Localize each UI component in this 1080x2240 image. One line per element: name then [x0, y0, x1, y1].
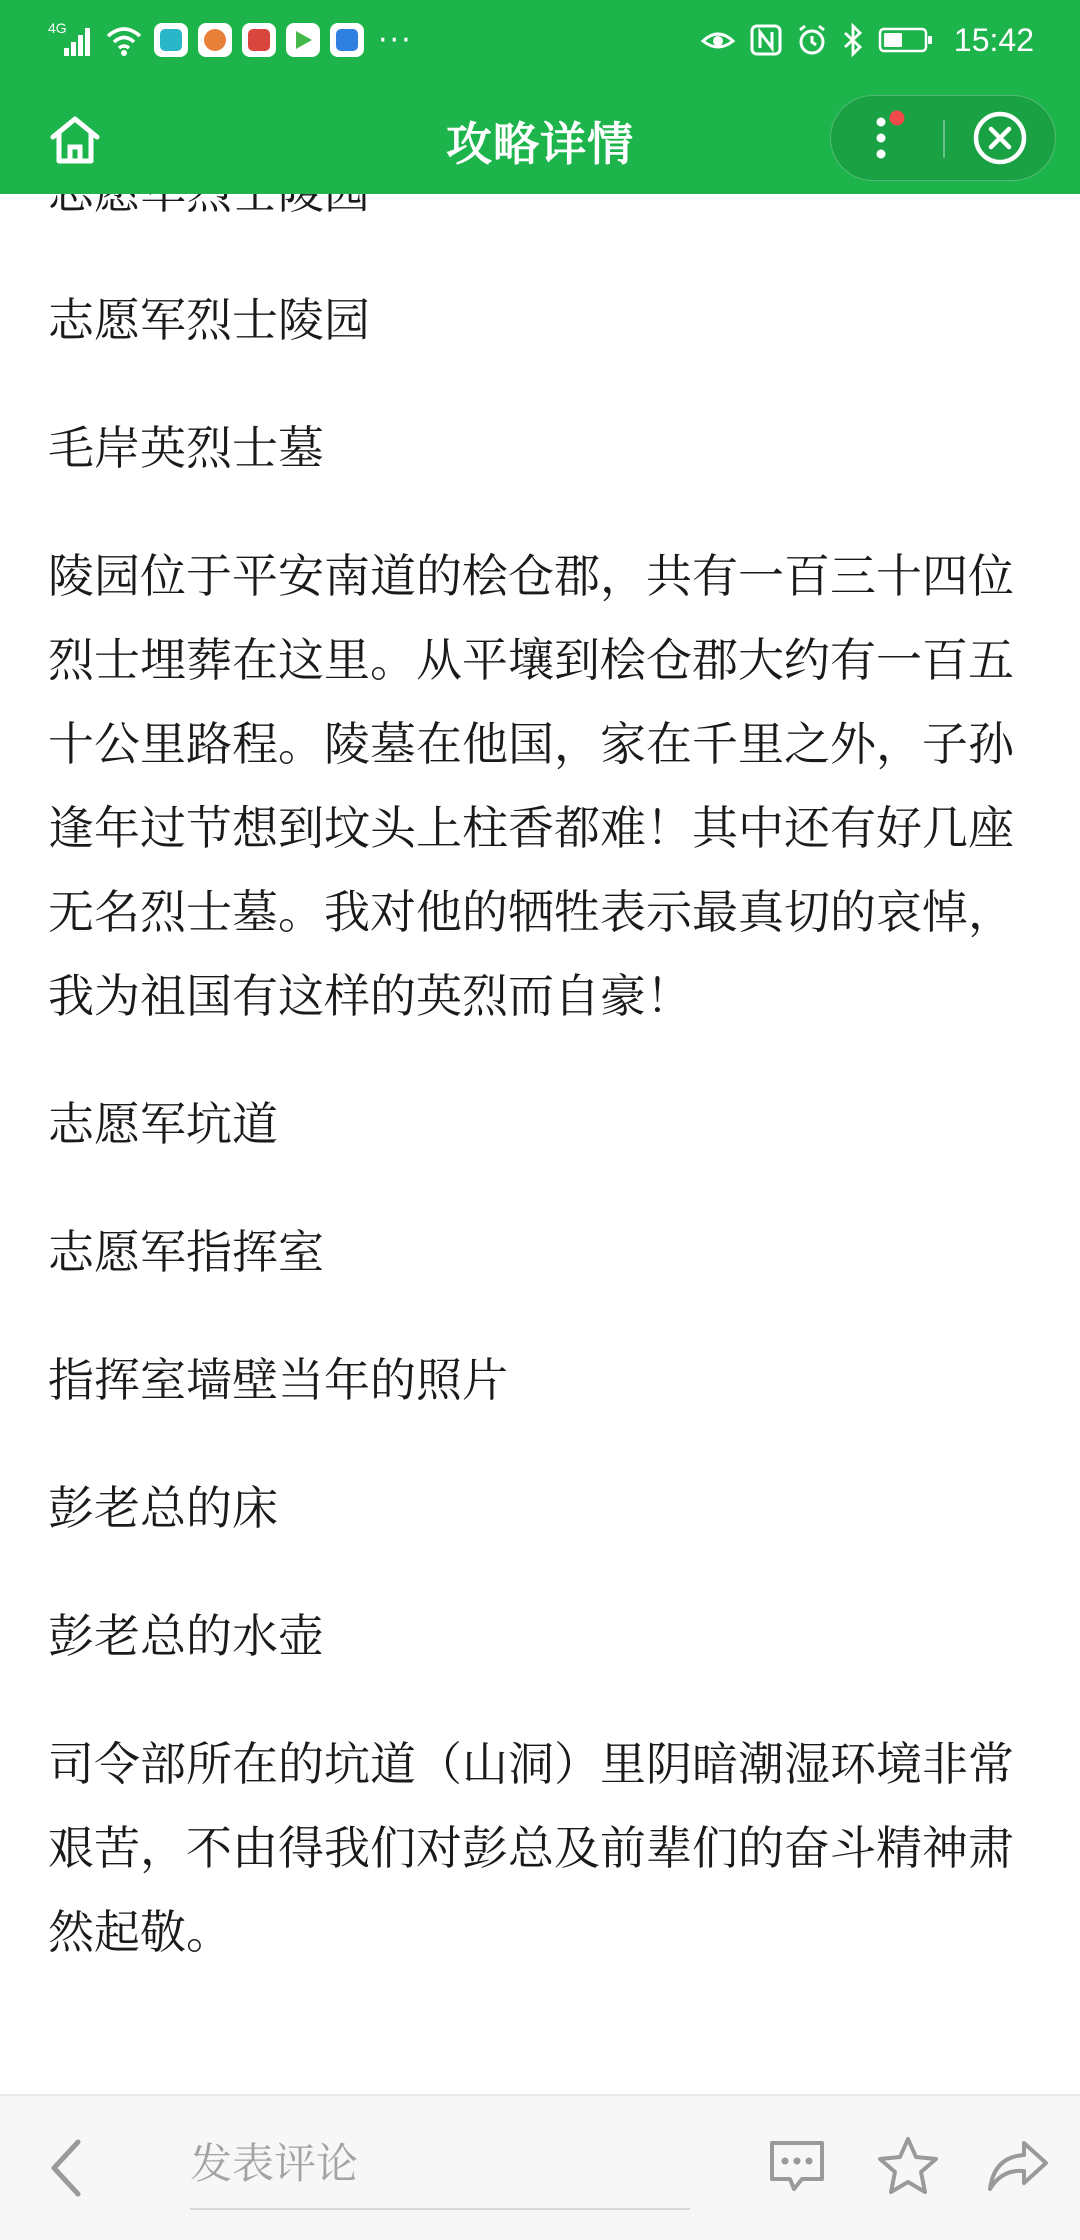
- comment-input[interactable]: [190, 2118, 690, 2210]
- mini-program-capsule: [830, 95, 1056, 181]
- alarm-icon: [796, 24, 828, 56]
- cellular-signal-icon: [48, 22, 94, 58]
- article-paragraph: 毛岸英烈士墓: [48, 421, 324, 475]
- battery-icon: [878, 26, 934, 54]
- status-bar-left: [48, 18, 413, 62]
- star-icon: [876, 2135, 940, 2197]
- header: [0, 0, 1080, 194]
- more-vertical-icon: [867, 110, 907, 166]
- article-paragraph: 指挥室墙壁当年的照片: [48, 1353, 508, 1407]
- close-button[interactable]: [945, 96, 1055, 180]
- chevron-left-icon: [46, 2136, 86, 2200]
- share-button[interactable]: [978, 2126, 1058, 2206]
- bottom-action-bar: [0, 2094, 1080, 2240]
- notification-app-icon-3: [242, 23, 276, 57]
- nav-bar: [0, 80, 1080, 194]
- article-paragraph: 司令部所在的坑道（山洞）里阴暗潮湿环境非常艰苦，不由得我们对彭总及前辈们的奋斗精神肃然起敬。: [48, 1737, 1014, 1959]
- bluetooth-icon: [842, 23, 864, 57]
- article-paragraph: 志愿军烈士陵园: [48, 293, 370, 347]
- comments-button[interactable]: [757, 2126, 837, 2206]
- share-arrow-icon: [986, 2137, 1050, 2195]
- nfc-icon: [750, 24, 782, 56]
- back-button[interactable]: [36, 2132, 96, 2204]
- close-circle-icon: [971, 109, 1029, 167]
- article-paragraph: 志愿军坑道: [48, 1097, 278, 1151]
- page-title: 攻略详情: [446, 117, 634, 171]
- notification-dot: [890, 111, 905, 126]
- eye-comfort-icon: [700, 25, 736, 55]
- article-paragraph: 彭老总的床: [48, 1481, 278, 1535]
- more-options-button[interactable]: [831, 96, 943, 180]
- network-type-label: 4G: [48, 20, 67, 36]
- notification-app-icon-4: [286, 23, 320, 57]
- article-paragraph: 陵园位于平安南道的桧仓郡，共有一百三十四位烈士埋葬在这里。从平壤到桧仓郡大约有一百五十公里路程。陵墓在他国，家在千里之外，子孙逢年过节想到坟头上柱香都难！其中还有好几座无名烈士墓。我对他的牺牲表示最真切的哀悼，我为祖国有这样的英烈而自豪！: [48, 549, 1014, 1023]
- more-notifications-icon: ···: [378, 22, 413, 58]
- wifi-icon: [104, 22, 144, 58]
- article-paragraph: 彭老总的水壶: [48, 1609, 324, 1663]
- favorite-button[interactable]: [868, 2126, 948, 2206]
- article-paragraph: 志愿军指挥室: [48, 1225, 324, 1279]
- article-content[interactable]: [0, 194, 1080, 2094]
- article-body: [48, 150, 1038, 2018]
- comment-icon: [766, 2137, 828, 2195]
- notification-app-icon-2: [198, 23, 232, 57]
- status-time: 15:42: [953, 21, 1034, 58]
- notification-app-icon-5: [330, 23, 364, 57]
- notification-app-icon-1: [154, 23, 188, 57]
- status-bar-right: [700, 18, 1034, 62]
- status-bar: [0, 0, 1080, 80]
